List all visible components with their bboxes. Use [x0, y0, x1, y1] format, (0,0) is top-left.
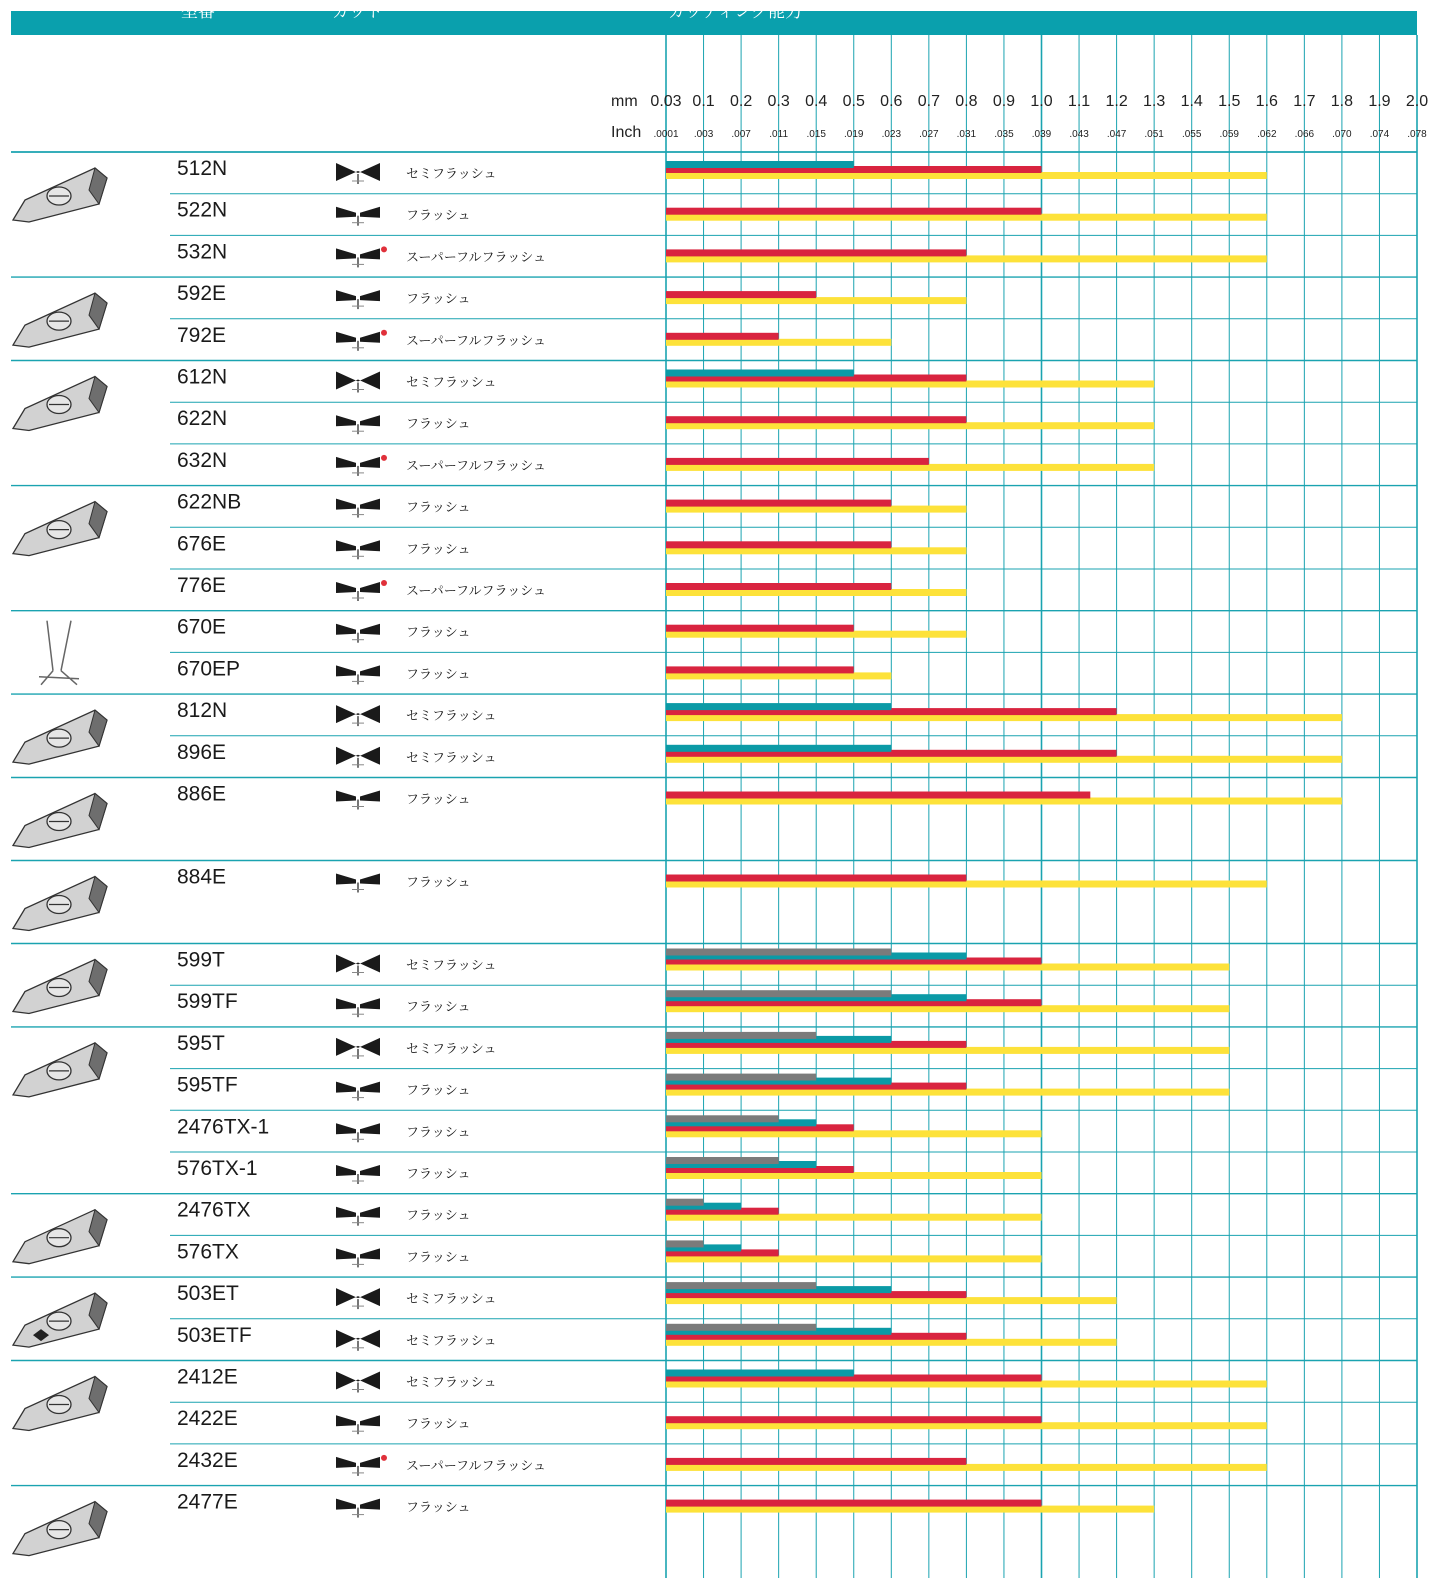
model-number: 2432E: [177, 1448, 238, 1472]
yellow-capacity-bar: [666, 631, 966, 638]
gray-capacity-bar: [666, 1074, 816, 1081]
cut-type-label: フラッシュ: [406, 792, 471, 808]
yellow-capacity-bar: [666, 964, 1229, 971]
flush-cut-icon: [336, 624, 380, 643]
super-flush-dot: [381, 455, 387, 461]
cut-type-label: セミフラッシュ: [406, 1375, 497, 1391]
yellow-capacity-bar: [666, 255, 1267, 262]
model-number: 776E: [177, 574, 227, 597]
semi-cut-icon: [336, 163, 380, 184]
super-cut-icon: [336, 330, 387, 351]
flush-cutter-icon: [13, 168, 107, 222]
cut-type-label: セミフラッシュ: [406, 1041, 497, 1057]
red-capacity-bar: [666, 416, 966, 423]
yellow-capacity-bar: [666, 714, 1342, 721]
model-number: 576TX: [177, 1240, 239, 1264]
flush-cutter-icon: [13, 1043, 107, 1097]
semi-cut-icon: [336, 705, 380, 726]
yellow-capacity-bar: [666, 339, 891, 346]
tweezer-cutter-icon: [39, 621, 79, 685]
inch-tick-label: .051: [1144, 129, 1164, 140]
inch-tick-label: .055: [1181, 129, 1202, 140]
mm-tick-label: 0.03: [650, 93, 682, 110]
yellow-capacity-bar: [666, 589, 966, 596]
yellow-capacity-bar: [666, 1255, 1042, 1262]
inch-tick-label: .043: [1069, 129, 1089, 140]
semi-cut-icon: [336, 1038, 380, 1059]
teal-capacity-bar: [666, 745, 891, 752]
flush-cutter-icon: [13, 377, 107, 431]
cut-type-label: セミフラッシュ: [406, 1292, 497, 1308]
mm-tick-label: 0.5: [842, 93, 865, 110]
flush-cut-icon: [336, 290, 380, 309]
flush-cutter-icon: [13, 794, 107, 848]
cut-type-label: フラッシュ: [406, 500, 471, 516]
flush-cut-icon: [336, 1415, 380, 1434]
tool-outline: [39, 621, 79, 685]
super-flush-dot: [381, 330, 387, 336]
flush-cut-icon: [336, 1248, 380, 1267]
model-number: 622N: [177, 407, 228, 431]
yellow-capacity-bar: [666, 1089, 1229, 1096]
gray-capacity-bar: [666, 1282, 816, 1289]
inch-tick-label: .047: [1106, 129, 1127, 140]
cut-type-label: フラッシュ: [406, 1500, 471, 1516]
red-capacity-bar: [666, 458, 929, 465]
gray-capacity-bar: [666, 949, 891, 956]
inch-tick-label: .070: [1332, 129, 1352, 140]
cut-type-label: セミフラッシュ: [406, 709, 497, 725]
mm-tick-label: 0.6: [880, 93, 903, 110]
model-number: 532N: [177, 240, 228, 264]
teal-capacity-bar: [666, 161, 854, 168]
cut-type-label: フラッシュ: [406, 1000, 471, 1016]
mm-tick-label: 0.1: [692, 93, 715, 110]
model-number: 592E: [177, 282, 227, 306]
model-number: 670EP: [177, 657, 241, 681]
inch-tick-label: .0001: [653, 129, 679, 140]
flush-cut-icon: [336, 791, 380, 810]
super-cut-icon: [336, 455, 387, 476]
super-cut-icon: [336, 1455, 387, 1476]
yellow-capacity-bar: [666, 214, 1267, 221]
inch-tick-label: .062: [1257, 129, 1277, 140]
model-number: 576TX-1: [177, 1157, 258, 1180]
yellow-capacity-bar: [666, 1005, 1229, 1012]
semi-cut-icon: [336, 955, 380, 976]
cut-type-label: スーパーフルフラッシュ: [406, 1458, 547, 1474]
red-capacity-bar: [666, 792, 1090, 799]
gray-capacity-bar: [666, 990, 891, 997]
mm-tick-label: 1.3: [1143, 93, 1166, 110]
flush-cutter-icon: [13, 877, 107, 931]
model-number: 2412E: [177, 1365, 238, 1389]
model-number: 676E: [177, 532, 227, 556]
inch-tick-label: .066: [1294, 129, 1315, 140]
gray-capacity-bar: [666, 1324, 816, 1331]
flush-cut-icon: [336, 1499, 380, 1518]
flush-cut-icon: [336, 1165, 380, 1184]
flush-cut-icon: [336, 1123, 380, 1142]
model-number: 503ETF: [177, 1323, 252, 1347]
red-capacity-bar: [666, 249, 966, 256]
flush-cutter-icon: [13, 1502, 107, 1556]
gray-capacity-bar: [666, 1157, 779, 1164]
inch-tick-label: .078: [1407, 129, 1427, 140]
mm-tick-label: 1.5: [1218, 93, 1241, 110]
inch-tick-label: .039: [1031, 129, 1052, 140]
inch-tick-label: .003: [693, 129, 714, 140]
super-cut-icon: [336, 246, 387, 267]
model-number: 632N: [177, 448, 228, 472]
cut-type-label: セミフラッシュ: [406, 375, 497, 391]
mm-tick-label: 0.4: [805, 93, 828, 110]
cut-type-label: フラッシュ: [406, 667, 471, 683]
semi-cut-icon: [336, 1288, 380, 1309]
model-number: 884E: [177, 865, 227, 889]
model-number: 2477E: [177, 1490, 238, 1514]
model-number: 792E: [177, 323, 227, 347]
yellow-capacity-bar: [666, 381, 1154, 388]
mm-tick-label: 1.6: [1255, 93, 1278, 110]
cut-type-label: フラッシュ: [406, 1417, 471, 1433]
inch-tick-label: .011: [769, 129, 789, 140]
yellow-capacity-bar: [666, 756, 1342, 763]
flush-cut-icon: [336, 1207, 380, 1226]
model-number: 595T: [177, 1031, 225, 1055]
cut-type-label: フラッシュ: [406, 1083, 471, 1099]
yellow-capacity-bar: [666, 297, 966, 304]
mm-tick-label: 1.7: [1293, 93, 1316, 110]
inch-unit-label: Inch: [611, 124, 642, 141]
yellow-capacity-bar: [666, 172, 1267, 179]
model-number: 522N: [177, 198, 228, 222]
cut-type-label: スーパーフルフラッシュ: [406, 250, 547, 266]
super-cut-icon: [336, 580, 387, 601]
red-capacity-bar: [666, 291, 816, 298]
mm-tick-label: 2.0: [1405, 93, 1429, 110]
yellow-capacity-bar: [666, 1464, 1267, 1471]
flush-cutter-icon: [13, 960, 107, 1014]
inch-tick-label: .074: [1369, 129, 1390, 140]
cut-type-label: フラッシュ: [406, 875, 471, 891]
yellow-capacity-bar: [666, 1381, 1267, 1388]
model-number: 612N: [177, 365, 228, 389]
inch-tick-label: .059: [1219, 129, 1239, 140]
cut-type-label: セミフラッシュ: [406, 167, 497, 182]
yellow-capacity-bar: [666, 1130, 1042, 1137]
flush-cutter-icon: [13, 1377, 107, 1431]
cut-type-label: スーパーフルフラッシュ: [406, 333, 547, 349]
mm-tick-label: 0.9: [992, 93, 1016, 110]
cut-type-label: フラッシュ: [406, 1208, 471, 1224]
flush-cutter-icon: [13, 1210, 107, 1264]
gray-capacity-bar: [666, 1240, 704, 1247]
cut-type-label: フラッシュ: [406, 292, 471, 308]
model-number: 622NB: [177, 490, 242, 514]
cut-type-label: スーパーフルフラッシュ: [406, 584, 547, 599]
flush-cut-icon: [336, 540, 380, 559]
mm-tick-label: 0.3: [767, 93, 790, 110]
cut-type-label: フラッシュ: [406, 542, 471, 558]
red-capacity-bar: [666, 875, 966, 882]
cut-type-label: セミフラッシュ: [406, 750, 497, 766]
model-number: 886E: [177, 782, 227, 806]
yellow-capacity-bar: [666, 1297, 1117, 1304]
red-capacity-bar: [666, 666, 854, 673]
yellow-capacity-bar: [666, 506, 966, 513]
teal-capacity-bar: [666, 703, 891, 710]
mm-tick-label: 1.8: [1330, 93, 1354, 110]
semi-cut-icon: [336, 1330, 380, 1351]
flush-cut-icon: [336, 415, 380, 434]
model-number: 812N: [177, 699, 228, 723]
teal-capacity-bar: [666, 370, 854, 377]
cut-type-label: フラッシュ: [406, 1250, 471, 1266]
gray-capacity-bar: [666, 1115, 779, 1122]
model-number: 896E: [177, 740, 227, 764]
flush-cut-icon: [336, 874, 380, 893]
model-number: 2422E: [177, 1407, 238, 1431]
mm-tick-label: 0.7: [917, 93, 940, 110]
yellow-capacity-bar: [666, 1506, 1154, 1513]
yellow-capacity-bar: [666, 672, 891, 679]
cut-type-label: フラッシュ: [406, 1125, 471, 1141]
flush-cut-icon: [336, 1082, 380, 1101]
inch-tick-label: .027: [919, 129, 939, 140]
cut-type-label: フラッシュ: [406, 208, 471, 224]
red-capacity-bar: [666, 625, 854, 632]
mm-tick-label: 1.0: [1030, 93, 1053, 110]
inch-tick-label: .031: [956, 129, 977, 140]
yellow-capacity-bar: [666, 1047, 1229, 1054]
semi-cut-icon: [336, 747, 380, 768]
model-number: 2476TX: [177, 1198, 251, 1222]
crimp-cutter-icon: [13, 1293, 107, 1347]
red-capacity-bar: [666, 1458, 966, 1465]
red-capacity-bar: [666, 1416, 1042, 1423]
cut-type-label: セミフラッシュ: [406, 958, 497, 974]
model-number: 512N: [177, 157, 228, 180]
yellow-capacity-bar: [666, 422, 1154, 429]
model-column-header: 型番: [181, 2, 215, 22]
inch-tick-label: .023: [881, 129, 902, 140]
model-number: 503ET: [177, 1282, 239, 1306]
flush-cutter-icon: [13, 502, 107, 556]
model-number: 599TF: [177, 990, 238, 1014]
model-number: 670E: [177, 615, 227, 639]
flush-cutter-icon: [13, 710, 107, 764]
teal-capacity-bar: [666, 1370, 854, 1377]
yellow-capacity-bar: [666, 1214, 1042, 1221]
red-capacity-bar: [666, 541, 891, 548]
mm-tick-label: 1.4: [1180, 93, 1203, 110]
red-capacity-bar: [666, 208, 1042, 215]
yellow-capacity-bar: [666, 547, 966, 554]
cut-type-label: スーパーフルフラッシュ: [406, 458, 547, 474]
cut-type-label: フラッシュ: [406, 625, 471, 641]
model-number: 599T: [177, 948, 225, 972]
super-flush-dot: [381, 580, 387, 586]
semi-cut-icon: [336, 372, 380, 393]
inch-tick-label: .015: [806, 129, 826, 140]
mm-tick-label: 1.1: [1067, 93, 1091, 110]
gray-capacity-bar: [666, 1199, 704, 1206]
mm-tick-label: 1.2: [1105, 93, 1128, 110]
mm-unit-label: mm: [611, 93, 638, 110]
inch-tick-label: .007: [731, 129, 751, 140]
flush-cut-icon: [336, 665, 380, 684]
flush-cutter-icon: [13, 293, 107, 347]
cut-type-label: セミフラッシュ: [406, 1333, 497, 1349]
model-number: 595TF: [177, 1073, 238, 1097]
capacity-column-header: カッティング能力: [668, 2, 803, 22]
gray-capacity-bar: [666, 1032, 816, 1039]
super-flush-dot: [381, 246, 387, 252]
flush-cut-icon: [336, 998, 380, 1017]
yellow-capacity-bar: [666, 881, 1267, 888]
semi-cut-icon: [336, 1372, 380, 1393]
yellow-capacity-bar: [666, 464, 1154, 471]
inch-tick-label: .019: [844, 129, 864, 140]
flush-cut-icon: [336, 499, 380, 518]
mm-tick-label: 1.9: [1368, 93, 1391, 110]
red-capacity-bar: [666, 333, 779, 340]
mm-tick-label: 0.2: [729, 93, 753, 110]
red-capacity-bar: [666, 1500, 1042, 1507]
model-number: 2476TX-1: [177, 1115, 270, 1139]
mm-tick-label: 0.8: [955, 93, 978, 110]
cut-type-label: フラッシュ: [406, 417, 471, 433]
cut-type-label: フラッシュ: [406, 1167, 471, 1182]
yellow-capacity-bar: [666, 1422, 1267, 1429]
yellow-capacity-bar: [666, 1172, 1042, 1179]
yellow-capacity-bar: [666, 1339, 1117, 1346]
flush-cut-icon: [336, 207, 380, 226]
inch-tick-label: .035: [994, 129, 1014, 140]
super-flush-dot: [381, 1455, 387, 1461]
cut-column-header: カット: [332, 2, 383, 22]
yellow-capacity-bar: [666, 798, 1342, 805]
red-capacity-bar: [666, 583, 891, 590]
red-capacity-bar: [666, 500, 891, 507]
